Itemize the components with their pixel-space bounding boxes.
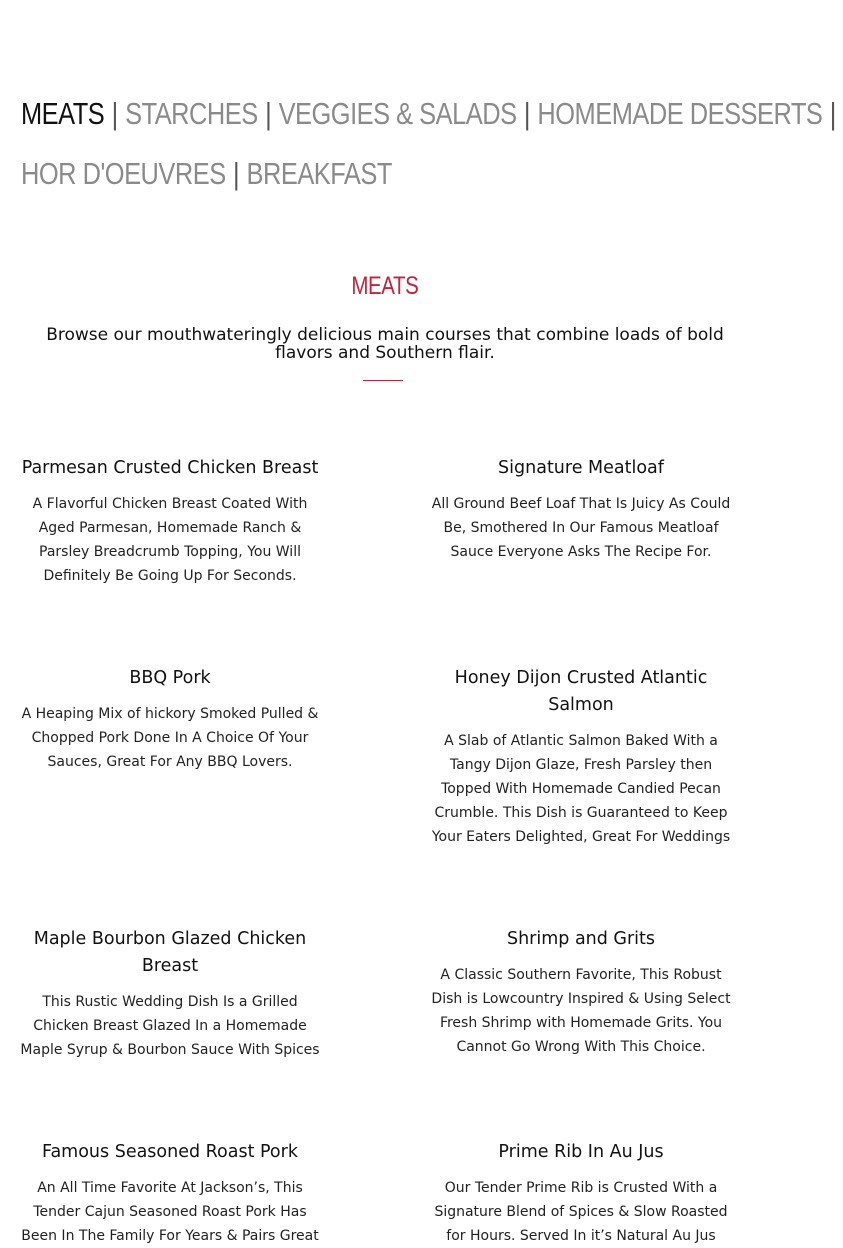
nav-link-meats[interactable]: MEATS <box>21 96 105 131</box>
menu-item-description: Our Tender Prime Rib is Crusted With a Signature Blend of Spices & Slow Roasted for Hours. Served In it’s Natural Au Jus <box>434 1180 728 1244</box>
category-nav <box>21 84 836 204</box>
section-title-text: MEATS <box>351 272 419 300</box>
menu-item-description: This Rustic Wedding Dish Is a Grilled Chicken Breast Glazed In a Homemade Maple Syrup & Bourbon Sauce With Spices <box>20 994 320 1058</box>
menu-item-name: Prime Rib In Au Jus <box>498 1142 664 1162</box>
menu-item-description: A Heaping Mix of hickory Smoked Pulled & Chopped Pork Done In A Choice Of Your Sauces, Great For Any BBQ Lovers. <box>21 706 319 770</box>
menu-item-name: Shrimp and Grits <box>506 929 656 949</box>
menu-item-name: Parmesan Crusted Chicken Breast <box>21 458 319 478</box>
menu-item-name: Famous Seasoned Roast Pork <box>42 1142 298 1162</box>
menu-item <box>426 926 736 1059</box>
divider <box>363 380 403 381</box>
menu-item-description: An All Time Favorite At Jackson’s, This Tender Cajun Seasoned Roast Pork Has Been In The Family For Years & Pairs Great <box>21 1180 319 1244</box>
nav-link-veggies-salads[interactable]: VEGGIES & SALADS <box>278 96 517 131</box>
menu-item-name: Maple Bourbon Glazed Chicken Breast <box>33 929 307 976</box>
section-title <box>0 272 770 301</box>
nav-link-breakfast[interactable]: BREAKFAST <box>246 156 392 191</box>
category-nav-row-2 <box>21 144 759 204</box>
nav-separator: | <box>111 96 118 131</box>
category-nav-row-1 <box>21 84 836 144</box>
nav-link-hor-doeuvres[interactable]: HOR D'OEUVRES <box>21 156 226 191</box>
menu-item <box>426 1139 736 1248</box>
menu-item-description: All Ground Beef Loaf That Is Juicy As Could Be, Smothered In Our Famous Meatloaf Sauce Everyone Asks The Recipe For. <box>431 496 731 560</box>
nav-separator: | <box>233 156 240 191</box>
menu-item-name: BBQ Pork <box>129 668 211 688</box>
nav-link-starches[interactable]: STARCHES <box>125 96 258 131</box>
nav-link-homemade-desserts[interactable]: HOMEMADE DESSERTS <box>537 96 823 131</box>
menu-item <box>426 455 736 564</box>
menu-item <box>15 665 325 774</box>
menu-item <box>15 926 325 1062</box>
menu-item-name: Honey Dijon Crusted Atlantic Salmon <box>454 668 708 715</box>
menu-item-description: A Flavorful Chicken Breast Coated With Aged Parmesan, Homemade Ranch & Parsley Breadcrumb Topping, You Will Definitely Be Going Up For Seconds. <box>32 496 308 584</box>
menu-item-description: A Slab of Atlantic Salmon Baked With a Tangy Dijon Glaze, Fresh Parsley then Topped With Homemade Candied Pecan Crumble. This Dish is Guaranteed to Keep Your Eaters Delighted, Great For Weddings <box>431 733 731 845</box>
menu-item-description: A Classic Southern Favorite, This Robust Dish is Lowcountry Inspired & Using Select Fresh Shrimp with Homemade Grits. You Cannot Go Wrong With This Choice. <box>431 967 731 1055</box>
nav-separator: | <box>829 96 836 131</box>
menu-item <box>426 665 736 849</box>
nav-separator: | <box>523 96 531 131</box>
menu-item-name: Signature Meatloaf <box>498 458 664 478</box>
menu-item <box>15 455 325 588</box>
nav-separator: | <box>265 96 272 131</box>
menu-item <box>15 1139 325 1248</box>
section-intro: Browse our mouthwateringly delicious main courses that combine loads of bold flavors and Southern flair. <box>46 325 724 363</box>
